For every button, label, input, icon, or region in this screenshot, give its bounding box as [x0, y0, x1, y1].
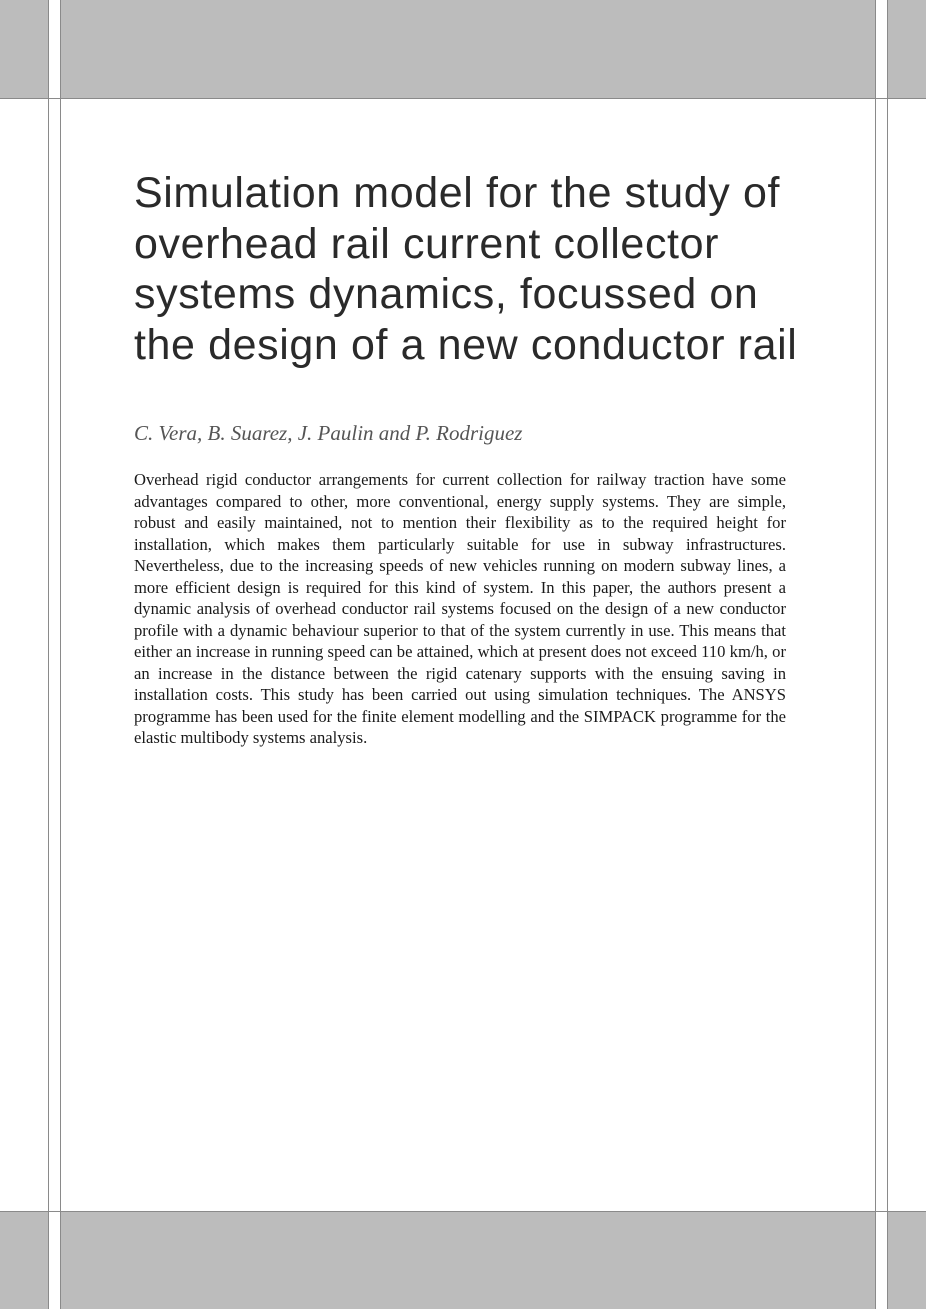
paper-abstract: Overhead rigid conductor arrangements for current collection for railway traction have some advantages compared to other, more conventional, energy supply systems. They are simple, robust and easily maintained, not to mention their flexibility as to the required height for installation, which makes them particularly suitable for use in subway infrastructures. Nevertheless, due to the increasing speeds of new vehicles running on modern subway lines, a more efficient design is required for this kind of system. In this paper, the authors present a dynamic analysis of overhead conductor rail systems focused on the design of a new conductor profile with a dynamic behaviour superior to that of the system currently in use. This means that either an increase in running speed can be attained, which at present does not exceed 110 km/h, or an increase in the distance between the rigid catenary supports with the ensuing saving in installation costs. This study has been carried out using simulation techniques. The ANSYS programme has been used for the finite element modelling and the SIMPACK programme for the elastic multibody systems analysis.	[134, 470, 786, 747]
paper-title: Simulation model for the study of overhead rail current collector systems dynamics, focussed on the design of a new conductor rail	[134, 169, 798, 369]
footer-band-center	[61, 1212, 875, 1309]
paper-authors: C. Vera, B. Suarez, J. Paulin and P. Rodriguez	[134, 421, 523, 445]
header-band-left	[0, 0, 48, 98]
header-band-center	[61, 0, 875, 98]
header-divider	[0, 98, 926, 99]
header-band-right	[888, 0, 926, 98]
frame-line-1	[48, 0, 49, 1309]
frame-line-4	[887, 0, 888, 1309]
frame-line-2	[60, 0, 61, 1309]
footer-band-right	[888, 1212, 926, 1309]
frame-line-3	[875, 0, 876, 1309]
footer-divider	[0, 1211, 926, 1212]
footer-band-left	[0, 1212, 48, 1309]
